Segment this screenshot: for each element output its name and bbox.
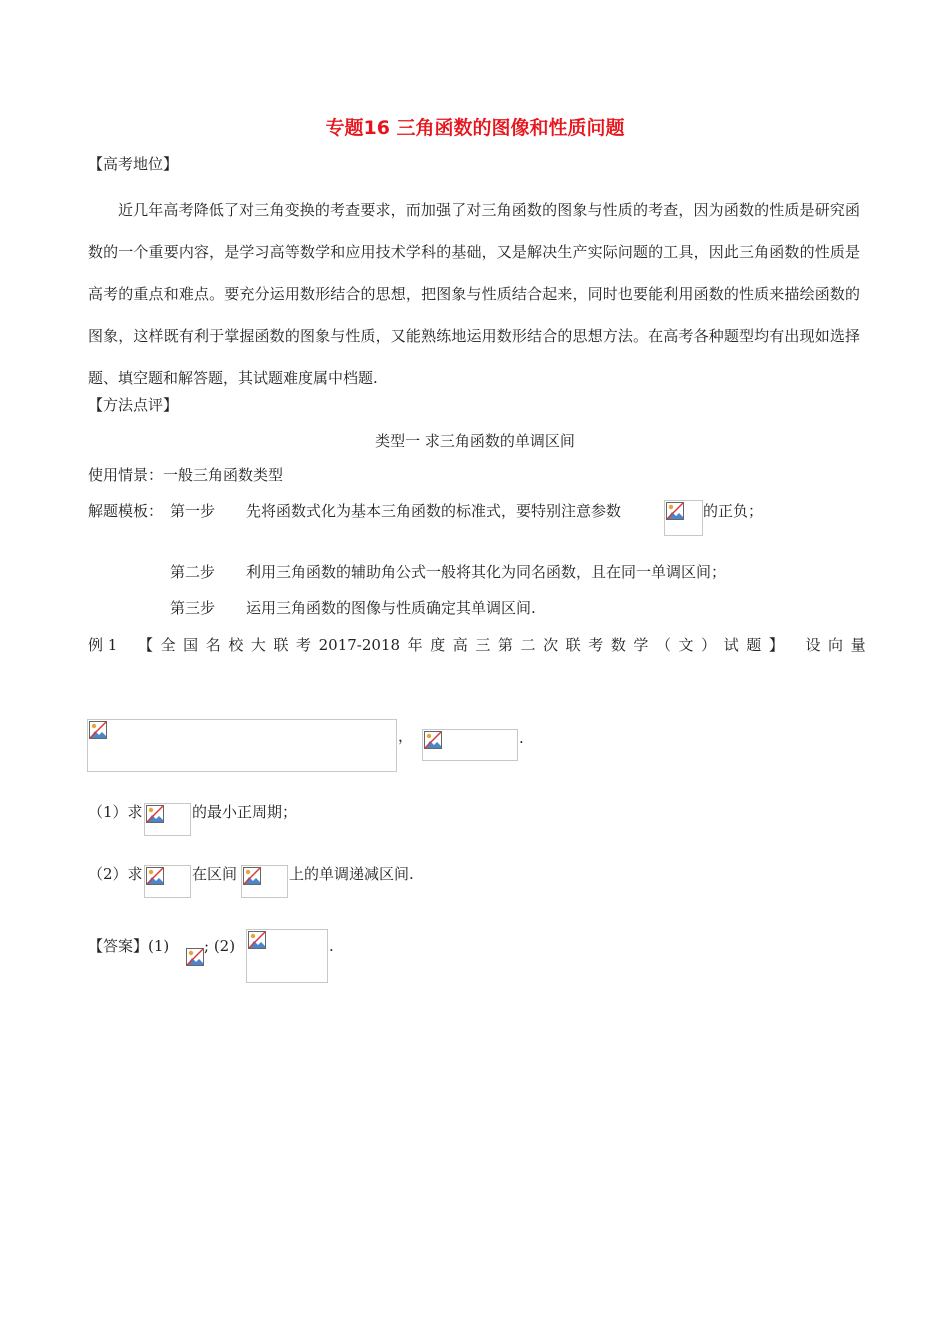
step1-label: 第一步	[170, 502, 216, 520]
step2-text: 利用三角函数的辅助角公式一般将其化为同名函数，且在同一单调区间；	[246, 563, 727, 581]
vector-separator: ，	[398, 727, 414, 745]
usage-line: 使用情景：一般三角函数类型	[88, 466, 284, 484]
q2-prefix: （2）求	[88, 865, 143, 883]
formula-image-omega	[664, 500, 703, 536]
example-source	[138, 635, 866, 655]
source-part: 次	[543, 636, 559, 654]
step1-text-b: 的正负；	[703, 502, 764, 520]
source-part: 三	[475, 636, 491, 654]
source-part: 文	[678, 636, 694, 654]
broken-image-icon	[243, 867, 261, 885]
source-part: 年	[407, 636, 423, 654]
source-part: 联	[273, 636, 289, 654]
answer-end: .	[329, 937, 334, 955]
source-part: 题	[746, 636, 762, 654]
intro-paragraph: 近几年高考降低了对三角变换的考查要求，而加强了对三角函数的图象与性质的考查，因为函数的性质是研究函数的一个重要内容，是学习高等数学和应用技术学科的基础，又是解决生产实际问题的工具，因此三角函数的性质是高考的重点和难点。要充分运用数形结合的思想，把图象与性质结合起来，同时也要能利用函数的性质来描绘函数的图象，这样既有利于掌握函数的图象与性质，又能熟练地运用数形结合的思想方法。在高考各种题型均有出现如选择题、填空题和解答题，其试题难度属中档题.	[88, 201, 860, 387]
formula-image-fx-2	[144, 865, 191, 898]
template-label: 解题模板：	[88, 502, 164, 520]
source-part: （	[655, 636, 671, 654]
position-heading: 【高考地位】	[88, 155, 179, 173]
source-part: 量	[850, 636, 866, 654]
source-part: 联	[565, 636, 581, 654]
formula-image-fx	[144, 803, 191, 836]
formula-image-interval	[241, 865, 288, 898]
page-title: 专题16 三角函数的图像和性质问题	[325, 117, 625, 139]
q2-suffix: 上的单调递减区间.	[289, 865, 414, 883]
step2-label: 第二步	[170, 563, 216, 581]
source-part: ）	[701, 636, 717, 654]
vector-end: .	[519, 729, 524, 747]
broken-image-icon	[424, 731, 442, 749]
formula-image-answer-2	[246, 929, 328, 983]
formula-image-vector-n	[422, 729, 518, 761]
broken-image-icon	[146, 867, 164, 885]
formula-image-vector-m	[87, 719, 397, 772]
source-part: 第	[497, 636, 513, 654]
source-part: 名	[205, 636, 221, 654]
broken-image-icon	[666, 502, 684, 520]
source-part: 二	[520, 636, 536, 654]
source-part: 考	[588, 636, 604, 654]
formula-image-answer-1	[186, 948, 205, 966]
source-part: 设	[805, 636, 821, 654]
type-one-heading: 类型一 求三角函数的单调区间	[375, 432, 575, 450]
source-part: 2017-2018	[318, 636, 401, 654]
source-part: 度	[430, 636, 446, 654]
example-label: 例 1	[88, 636, 118, 654]
source-part: 大	[250, 636, 266, 654]
source-part: 向	[828, 636, 844, 654]
q1-prefix: （1）求	[88, 803, 143, 821]
broken-image-icon	[89, 721, 107, 739]
step3-label: 第三步	[170, 599, 216, 617]
source-part: 高	[452, 636, 468, 654]
source-part: 全	[160, 636, 176, 654]
source-part: 学	[633, 636, 649, 654]
source-part: 】	[768, 636, 784, 654]
broken-image-icon	[146, 805, 164, 823]
source-part: 数	[610, 636, 626, 654]
step1-text-a: 先将函数式化为基本三角函数的标准式，要特别注意参数	[246, 502, 622, 520]
broken-image-icon	[186, 948, 204, 966]
method-heading: 【方法点评】	[88, 396, 179, 414]
source-part: 试	[723, 636, 739, 654]
q2-mid: 在区间	[192, 865, 238, 883]
q1-suffix: 的最小正周期；	[192, 803, 298, 821]
broken-image-icon	[248, 931, 266, 949]
source-part: 校	[228, 636, 244, 654]
source-part: 国	[183, 636, 199, 654]
answer-separator: ; (2)	[204, 937, 236, 955]
source-part: 考	[296, 636, 312, 654]
source-part: 【	[138, 636, 154, 654]
step3-text: 运用三角函数的图像与性质确定其单调区间.	[246, 599, 536, 617]
answer-label: 【答案】(1)	[88, 937, 170, 955]
